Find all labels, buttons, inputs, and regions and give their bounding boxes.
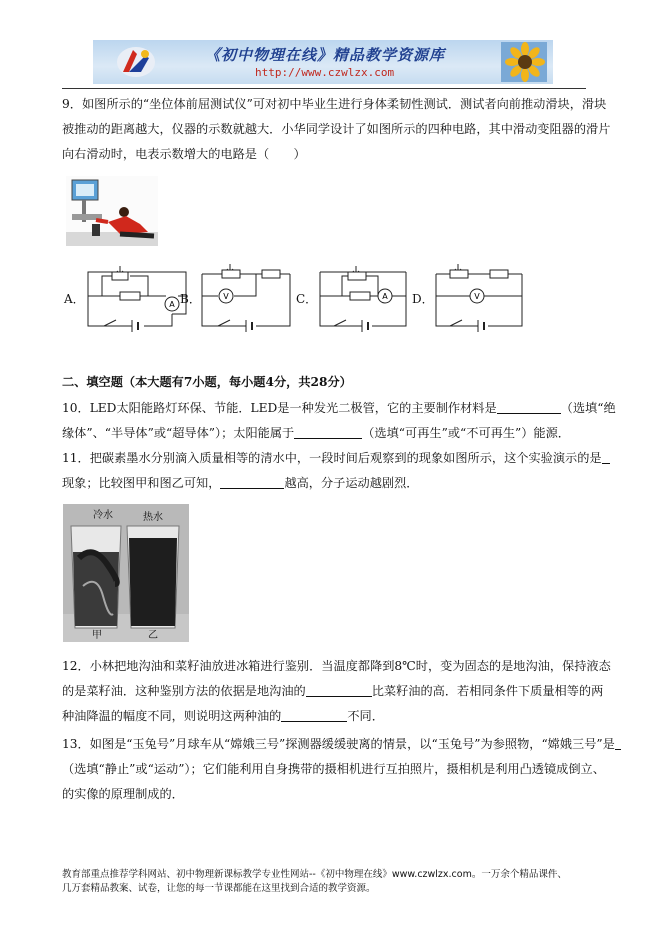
q13-text-2: （选填“静止”或“运动”）；它们能利用自身携带的摄相机进行互拍照片，摄相机是利用凸透镜成倒立、 <box>62 762 605 776</box>
q9-line-1: 9．如图所示的“坐位体前屈测试仪”可对初中毕业生进行身体柔韧性测试．测试者向前推动滑块，滑块 <box>62 97 607 111</box>
q12-text-3a: 种油降温的幅度不同，则说明这两种油的 <box>62 709 282 723</box>
circuit-diagram-d <box>430 262 528 336</box>
banner-title: 《初中物理在线》精品教学资源库 <box>205 46 446 64</box>
q13-text-1: 13．如图是“玉兔号”月球车从“嫦娥三号”探测器缓缓驶离的情景，以“玉兔号”为参照物，“嫦娥三号”是 <box>62 737 615 751</box>
option-d-label: D． <box>412 292 434 306</box>
q10-text-2b: （选填“可再生”或“不可再生”）能源． <box>362 426 570 440</box>
footer-line-2: 几万套精品教案、试卷，让您的每一节课都能在这里找到合适的教学资源。 <box>62 883 376 894</box>
ammeter-c-symbol: A <box>382 292 388 301</box>
footer-line-1: 教育部重点推荐学科网站、初中物理新课标教学专业性网站--《初中物理在线》www.czwlzx.com。一万余个精品课件、 <box>62 869 567 880</box>
q12-text-3b: 不同． <box>347 709 384 723</box>
question-11 <box>62 446 602 496</box>
option-b-label: B． <box>180 292 201 306</box>
q11-text-1: 11．把碳素墨水分别滴入质量相等的清水中，一段时间后观察到的现象如图所示，这个实验演示的是 <box>62 451 602 465</box>
photo-label-hot: 热水 <box>143 512 163 523</box>
q13-text-3: 的实像的原理制成的． <box>62 787 184 801</box>
q10-blank-1[interactable] <box>497 399 561 414</box>
q12-text-2b: 比菜籽油的高．若相同条件下质量相等的两 <box>371 684 604 698</box>
q12-blank-1[interactable] <box>306 682 372 697</box>
q10-blank-2[interactable] <box>294 424 362 439</box>
q11-blank-2[interactable] <box>220 474 284 489</box>
photo-label-cold: 冷水 <box>93 510 113 521</box>
circuit-diagram-b <box>196 262 298 336</box>
q9-line-2: 被推动的距离越大，仪器的示数就越大．小华同学设计了如图所示的四种电路，其中滑动变阻器的滑片 <box>62 122 611 136</box>
photo-label-yi: 乙 <box>148 630 158 641</box>
ammeter-a-symbol: A <box>169 300 175 309</box>
q12-blank-2[interactable] <box>281 707 347 722</box>
circuit-diagram-a <box>82 262 190 336</box>
q10-text-1b: （选填“绝 <box>560 401 616 415</box>
banner-url[interactable]: http://www.czwlzx.com <box>255 66 395 79</box>
header-rule <box>62 88 586 89</box>
q11-text-2a: 现象；比较图甲和图乙可知， <box>62 476 221 490</box>
voltmeter-b-symbol: V <box>223 292 229 301</box>
question-9 <box>62 92 611 167</box>
page-footer <box>62 868 602 896</box>
question-13 <box>62 732 615 807</box>
voltmeter-d-symbol: V <box>474 292 480 301</box>
q12-line-1: 12．小林把地沟油和菜籽油放进冰箱进行鉴别．当温度都降到8℃时，变为固态的是地沟油，保持液态 <box>62 659 611 673</box>
section-2-heading: 二、填空题（本大题有7小题，每小题4分，共28分） <box>62 375 352 389</box>
photo-label-jia: 甲 <box>92 630 102 641</box>
q11-text-2b: 越高，分子运动越剧烈． <box>284 476 419 490</box>
sunflower-icon <box>501 42 547 82</box>
site-logo <box>115 44 157 80</box>
q10-text-1a: 10．LED太阳能路灯环保、节能．LED是一种发光二极管，它的主要制作材料是 <box>62 401 497 415</box>
option-c-label: C． <box>296 292 318 306</box>
question-10 <box>62 396 616 446</box>
ink-diffusion-photo <box>63 504 189 642</box>
q11-blank-1[interactable] <box>602 449 610 464</box>
question-12 <box>62 654 611 729</box>
q12-text-2a: 的是菜籽油．这种鉴别方法的依据是地沟油的 <box>62 684 306 698</box>
q9-line-3: 向右滑动时，电表示数增大的电路是（ ） <box>62 147 306 161</box>
q13-blank-1[interactable] <box>615 735 621 750</box>
circuit-diagram-c <box>314 262 412 336</box>
header-banner <box>93 40 553 84</box>
option-a-label: A． <box>64 292 85 306</box>
q10-text-2a: 缘体”、“半导体”或“超导体”）；太阳能属于 <box>62 426 295 440</box>
flexibility-test-photo <box>66 176 158 246</box>
